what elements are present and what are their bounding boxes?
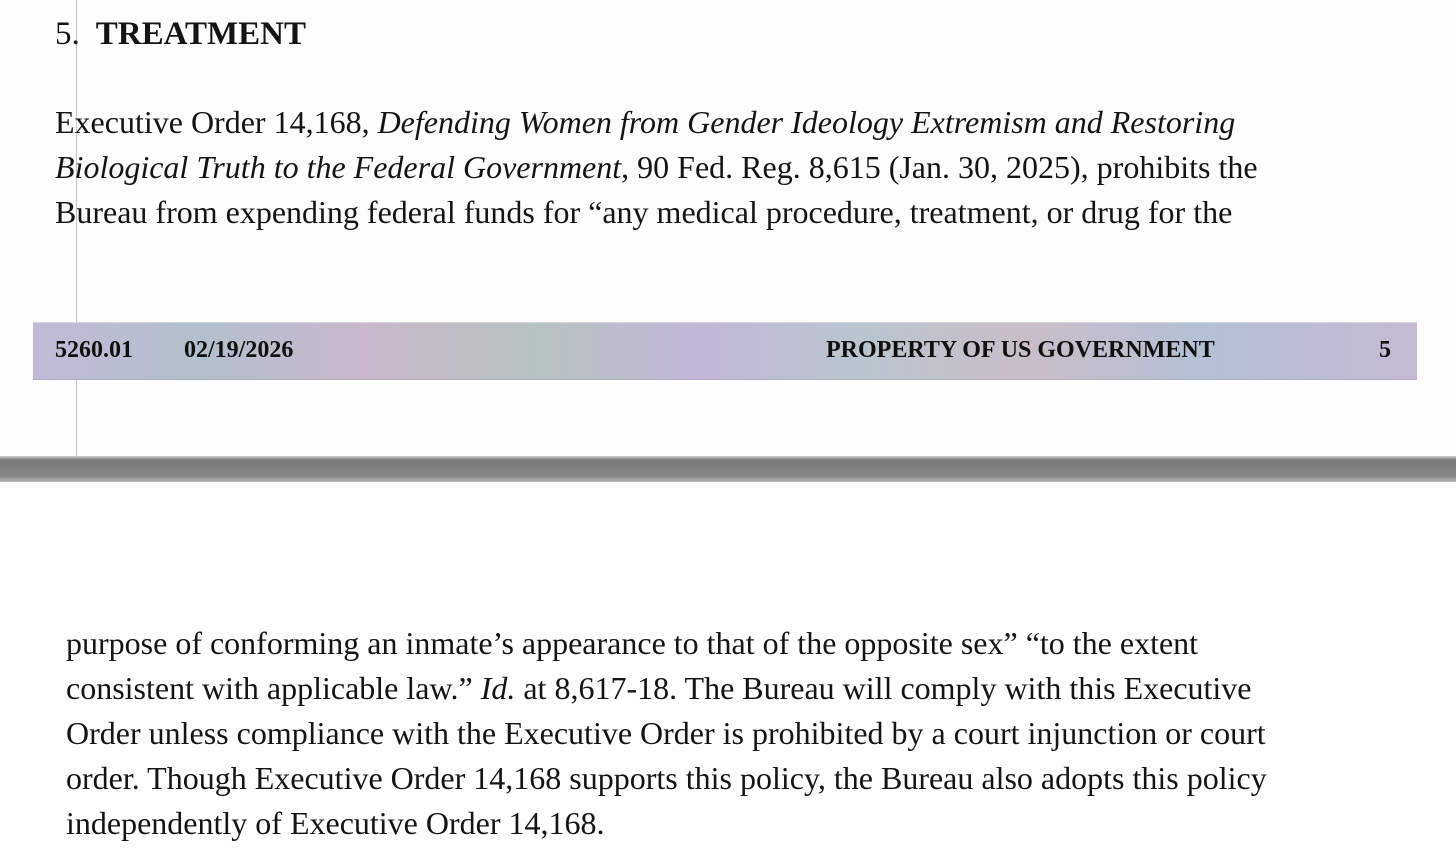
paragraph-bottom-line-4: order. Though Executive Order 14,168 supports this policy, the Bureau also adopts this policy: [66, 760, 1267, 796]
page-separator: [0, 456, 1456, 482]
text-run: at 8,617-18. The Bureau will comply with this Executive: [515, 670, 1252, 706]
footer-property-notice: PROPERTY OF US GOVERNMENT: [826, 337, 1215, 363]
text-run: consistent with applicable law.”: [66, 670, 481, 706]
section-number: 5.: [55, 16, 80, 52]
text-run: Executive Order 14,168,: [55, 104, 378, 140]
order-title-italic-part-2: Biological Truth to the Federal Government: [55, 149, 622, 185]
text-run: , 90 Fed. Reg. 8,615 (Jan. 30, 2025), prohibits the: [621, 149, 1258, 185]
paragraph-bottom: [66, 621, 1386, 846]
paragraph-top: [55, 100, 1375, 235]
paragraph-bottom-line-3: Order unless compliance with the Executive Order is prohibited by a court injunction or court: [66, 715, 1266, 751]
section-heading: [55, 12, 306, 56]
paragraph-bottom-line-5: independently of Executive Order 14,168.: [66, 805, 605, 841]
paragraph-top-line-2: [55, 145, 1375, 190]
paragraph-bottom-line-1: purpose of conforming an inmate’s appearance to that of the opposite sex” “to the extent: [66, 625, 1199, 661]
footer-document-number: 5260.01: [55, 337, 133, 363]
paragraph-top-line-3: Bureau from expending federal funds for “any medical procedure, treatment, or drug for the: [55, 194, 1233, 230]
paragraph-top-line-1: [55, 100, 1375, 145]
footer-page-number: 5: [1379, 337, 1391, 363]
paragraph-bottom-line-2: [66, 666, 1386, 711]
page-footer: [33, 322, 1417, 380]
footer-date: 02/19/2026: [184, 337, 294, 363]
citation-italic: Id.: [480, 670, 516, 706]
section-title: TREATMENT: [95, 16, 306, 52]
order-title-italic-part-1: Defending Women from Gender Ideology Extremism and Restoring: [377, 104, 1236, 140]
